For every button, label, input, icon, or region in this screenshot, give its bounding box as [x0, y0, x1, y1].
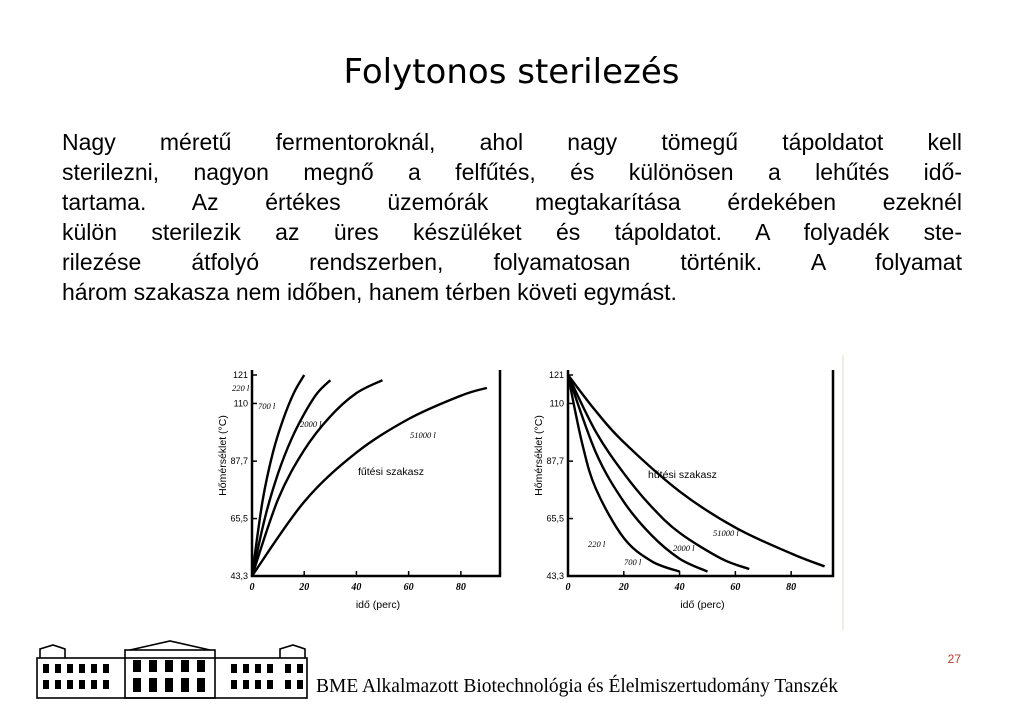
page-number: 27 — [947, 652, 961, 666]
x-axis-label: idő (perc) — [680, 599, 725, 611]
paragraph-line: külön sterilezik az üres készüléket és tápoldatot. A folyadék ste- — [62, 219, 962, 245]
x-tick-label: 0 — [565, 582, 571, 593]
y-tick-label: 110 — [233, 398, 248, 409]
heating-chart-svg — [210, 355, 520, 620]
paragraph-line: rilezése átfolyó rendszerben, folyamatosan történik. A folyamat — [62, 249, 962, 275]
paragraph-line: tartama. Az értékes üzemórák megtakarítása érdekében ezeknél — [62, 189, 962, 215]
y-axis-label: Hőmérséklet (°C) — [533, 415, 545, 496]
y-tick-label: 43,3 — [230, 571, 248, 581]
series-label: 51000 l — [713, 528, 739, 538]
y-tick-label: 65,5 — [230, 513, 248, 524]
cooling-chart — [528, 355, 843, 620]
footer-department-text: BME Alkalmazott Biotechnológia és Élelmiszertudomány Tanszék — [316, 676, 838, 697]
y-tick-label: 87,7 — [546, 456, 564, 467]
y-axis-label: Hőmérséklet (°C) — [217, 415, 229, 496]
y-tick-label: 121 — [232, 370, 248, 380]
x-tick-label: 60 — [730, 582, 741, 593]
series-label: 700 l — [258, 401, 276, 411]
cooling-chart-svg — [528, 355, 843, 620]
y-tick-label: 43,3 — [546, 571, 564, 581]
x-tick-label: 40 — [351, 582, 362, 593]
heating-chart — [210, 355, 520, 620]
y-tick-label: 121 — [548, 370, 564, 380]
y-tick-label: 65,5 — [546, 513, 564, 524]
x-tick-label: 0 — [249, 582, 255, 593]
paragraph-line: három szakasza nem időben, hanem térben követi egymást. — [62, 279, 677, 305]
series-label: 220 l — [232, 383, 250, 393]
paragraph-line: sterilezni, nagyon megnő a felfűtés, és különösen a lehűtés idő- — [62, 159, 962, 185]
image-edge-strip — [842, 355, 844, 630]
x-tick-label: 40 — [674, 582, 685, 593]
series-label: 700 l — [624, 557, 642, 567]
university-building-logo — [35, 640, 310, 702]
stage-annotation: fűtési szakasz — [358, 466, 424, 478]
x-tick-label: 80 — [455, 582, 466, 593]
series-label: 51000 l — [410, 430, 436, 440]
y-tick-label: 110 — [549, 398, 564, 409]
slide-title: Folytonos sterilezés — [343, 52, 680, 92]
x-tick-label: 20 — [618, 582, 629, 593]
x-tick-label: 60 — [403, 582, 414, 593]
paragraph-line: Nagy méretű fermentoroknál, ahol nagy tömegű tápoldatot kell — [62, 129, 962, 155]
x-tick-label: 20 — [299, 582, 310, 593]
series-label: 2000 l — [673, 543, 695, 553]
stage-annotation: hűtési szakasz — [648, 469, 717, 481]
series-label: 220 l — [588, 539, 606, 549]
series-label: 2000 l — [300, 419, 322, 429]
y-tick-label: 87,7 — [230, 456, 248, 467]
x-tick-label: 80 — [786, 582, 797, 593]
body-paragraph — [62, 127, 962, 307]
x-axis-label: idő (perc) — [355, 599, 401, 611]
